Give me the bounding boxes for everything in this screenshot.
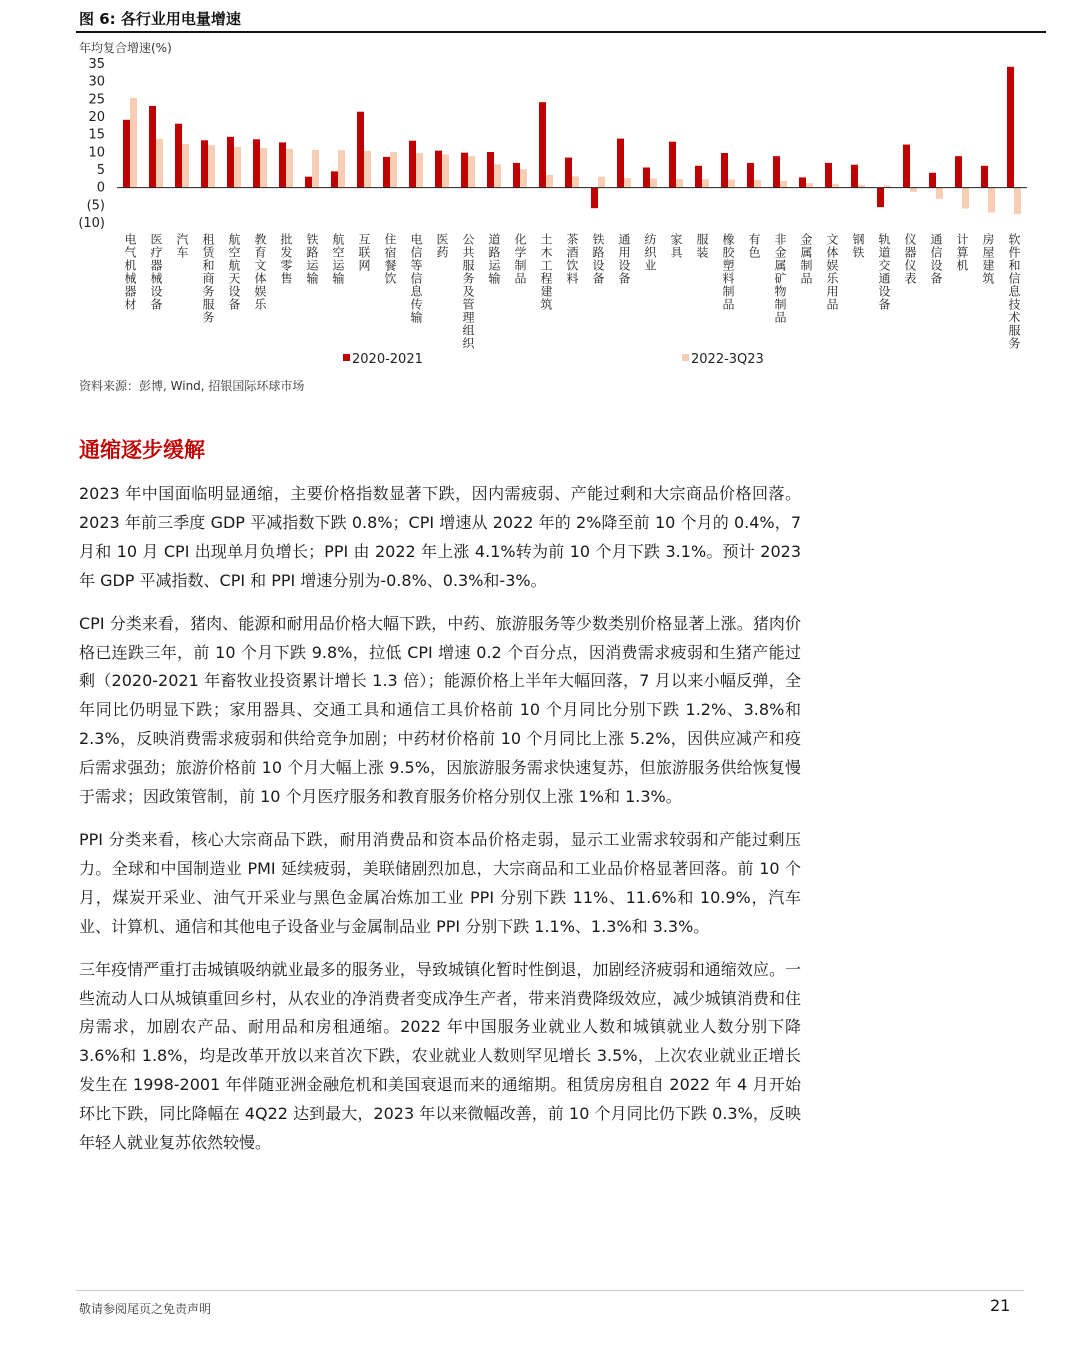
bar-2022-3q23: [702, 179, 709, 188]
section-heading: 通缩逐步缓解: [79, 437, 205, 462]
bar-2022-3q23: [416, 153, 423, 188]
x-category-label: 茶酒饮料: [565, 233, 579, 285]
body-text: [79, 480, 801, 1172]
bar-2020-2021: [981, 166, 988, 188]
bar-2022-3q23: [1014, 188, 1021, 215]
bar-2022-3q23: [546, 175, 553, 188]
bar-2020-2021: [175, 124, 182, 188]
bar-2020-2021: [305, 177, 312, 188]
bar-2022-3q23: [390, 152, 397, 188]
bar-2020-2021: [851, 165, 858, 188]
bar-2020-2021: [1007, 67, 1014, 188]
bar-2022-3q23: [156, 139, 163, 188]
figure-title: 图 6: 各行业用电量增速: [79, 10, 241, 28]
x-category-label: 通用设备: [617, 233, 631, 285]
x-category-label: 批发零售: [279, 233, 293, 285]
legend-label: 2022-3Q23: [691, 352, 764, 367]
industry-electricity-growth-chart: [0, 36, 1080, 376]
bar-2022-3q23: [494, 164, 501, 187]
bar-2020-2021: [383, 157, 390, 188]
y-tick-label: 15: [88, 127, 105, 143]
bar-2020-2021: [929, 173, 936, 188]
page-number: 21: [990, 1296, 1011, 1315]
bar-2020-2021: [747, 163, 754, 188]
x-category-label: 航空运输: [331, 233, 345, 285]
bar-2022-3q23: [754, 180, 761, 188]
footer-disclaimer-note: 敬请参阅尾页之免责声明: [79, 1302, 212, 1316]
x-category-label: 轨道交通设备: [877, 233, 891, 311]
bar-2020-2021: [695, 166, 702, 188]
x-category-label: 汽车: [175, 233, 189, 259]
bar-2020-2021: [201, 140, 208, 187]
x-category-label: 道路运输: [487, 233, 501, 285]
y-tick-label: 10: [88, 145, 105, 161]
bar-2022-3q23: [182, 144, 189, 188]
x-category-label: 有色: [747, 233, 761, 259]
bar-2022-3q23: [260, 148, 267, 188]
bar-2022-3q23: [780, 181, 787, 188]
x-category-label: 非金属矿物制品: [773, 233, 787, 324]
bar-2022-3q23: [208, 145, 215, 187]
x-category-label: 金属制品: [799, 233, 813, 285]
x-category-label: 互联网: [357, 233, 371, 272]
bar-2020-2021: [279, 142, 286, 187]
bar-2022-3q23: [572, 176, 579, 187]
x-category-label: 仪器仪表: [903, 233, 917, 285]
paragraph-ppi-breakdown: PPI 分类来看，核心大宗商品下跌，耐用消费品和资本品价格走弱，显示工业需求较弱和产能过剩压力。全球和中国制造业 PMI 延续疲弱，美联储剧烈加息，大宗商品和工业品价格显著回落。前 10 个月，煤炭开采业、油气开采业与黑色金属冶炼加工业 PPI 分别下跌 11%、11.6%和 10.9%，汽车业、计算机、通信和其他电子设备业与金属制品业 PPI 分别下跌 1.1%、1.3%和 3.3%。: [79, 829, 801, 936]
bar-2020-2021: [487, 152, 494, 188]
footer-rule: [76, 1290, 1024, 1291]
x-category-label: 铁路运输: [305, 233, 319, 285]
bar-2020-2021: [513, 163, 520, 188]
bar-2020-2021: [565, 158, 572, 188]
bar-2020-2021: [253, 139, 260, 187]
x-category-label: 铁路设备: [591, 233, 605, 285]
bar-2020-2021: [149, 106, 156, 188]
bar-2022-3q23: [962, 188, 969, 209]
x-category-label: 航空航天设备: [227, 233, 241, 311]
legend-label: 2020-2021: [352, 352, 423, 367]
x-category-label: 化学制品: [513, 233, 527, 285]
bar-2022-3q23: [442, 155, 449, 188]
bar-2022-3q23: [234, 147, 241, 188]
bar-2022-3q23: [728, 180, 735, 188]
y-tick-label: (5): [86, 198, 105, 214]
bar-2020-2021: [435, 151, 442, 188]
bar-2020-2021: [617, 139, 624, 188]
x-category-label: 计算机: [955, 233, 969, 272]
bar-2020-2021: [773, 156, 780, 187]
bar-2020-2021: [955, 156, 962, 187]
bar-2022-3q23: [910, 188, 917, 192]
x-category-label: 电气机械器材: [123, 233, 137, 311]
bar-2022-3q23: [832, 184, 839, 188]
bar-2020-2021: [461, 153, 468, 188]
x-category-label: 教育文体娱乐: [253, 233, 267, 311]
bar-2020-2021: [409, 141, 416, 188]
y-tick-label: 0: [96, 180, 105, 196]
x-category-label: 房屋建筑: [981, 233, 995, 285]
paragraph-deflation-overview: 2023 年中国面临明显通缩，主要价格指数显著下跌，因内需疲弱、产能过剩和大宗商品价格回落。2023 年前三季度 GDP 平减指数下跌 0.8%；CPI 增速从 2022 年的 2%降至前 10 个月的 0.4%，7 月和 10 月 CPI 出现单月负增长；PPI 由 2022 年上涨 4.1%转为前 10 个月下跌 3.1%。预计 2023 年 GDP 平减指数、CPI 和 PPI 增速分别为-0.8%、0.3%和-3%。: [79, 484, 801, 590]
x-category-label: 服装: [695, 233, 709, 259]
x-category-label: 橡胶塑料制品: [721, 233, 735, 311]
bar-2022-3q23: [650, 179, 657, 188]
x-category-label: 公共服务及管理组织: [461, 233, 475, 350]
x-category-label: 通信设备: [929, 233, 943, 285]
bar-2022-3q23: [286, 149, 293, 188]
figure-title-rule: [76, 31, 1046, 33]
bar-2020-2021: [721, 153, 728, 188]
x-category-label: 文体娱乐用品: [825, 233, 839, 311]
x-category-label: 软件和信息技术服务: [1007, 233, 1021, 350]
x-category-label: 土木工程建筑: [539, 233, 553, 311]
legend-swatch: [343, 354, 350, 361]
bar-2022-3q23: [312, 150, 319, 188]
x-category-label: 住宿餐饮: [383, 233, 397, 285]
bar-2020-2021: [357, 112, 364, 188]
x-category-label: 医药: [435, 233, 449, 259]
bar-2022-3q23: [468, 156, 475, 187]
bar-2022-3q23: [624, 178, 631, 188]
bar-2022-3q23: [520, 169, 527, 187]
x-category-label: 纺织业: [643, 233, 657, 272]
bar-2022-3q23: [130, 98, 137, 188]
y-tick-label: 35: [88, 57, 105, 72]
y-tick-label: (10): [78, 216, 105, 231]
bar-2022-3q23: [988, 188, 995, 213]
bar-2020-2021: [123, 120, 130, 188]
x-category-label: 租赁和商务服务: [201, 233, 215, 324]
bar-2022-3q23: [806, 183, 813, 188]
bar-2020-2021: [227, 137, 234, 188]
y-axis-label: 年均复合增速(%): [79, 41, 172, 55]
y-tick-label: 20: [88, 110, 105, 125]
bar-2022-3q23: [598, 177, 605, 188]
x-category-label: 医疗器械设备: [149, 233, 163, 311]
bar-2022-3q23: [338, 150, 345, 188]
bar-2020-2021: [825, 163, 832, 188]
bar-2022-3q23: [364, 151, 371, 188]
legend-swatch: [682, 354, 689, 361]
bar-2020-2021: [877, 188, 884, 207]
y-tick-label: 30: [88, 74, 105, 90]
x-category-label: 家具: [669, 233, 683, 259]
paragraph-employment-urbanization: 三年疫情严重打击城镇吸纳就业最多的服务业，导致城镇化暂时性倒退，加剧经济疲弱和通缩效应。一些流动人口从城镇重回乡村，从农业的净消费者变成净生产者，带来消费降级效应，减少城镇消费和住房需求，加剧农产品、耐用品和房租通缩。2022 年中国服务业就业人数和城镇就业人数分别下降 3.6%和 1.8%，均是改革开放以来首次下跌，农业就业人数则罕见增长 3.5%，上次农业就业正增长发生在 1998-2001 年伴随亚洲金融危机和美国衰退而来的通缩期。租赁房房租自 2022 年 4 月开始环比下跌，同比降幅在 4Q22 达到最大，2023 年以来微幅改善，前 10 个月同比仍下跌 0.3%，反映年轻人就业复苏依然较慢。: [79, 959, 801, 1153]
bar-2022-3q23: [936, 188, 943, 199]
bar-2020-2021: [903, 145, 910, 188]
bar-2020-2021: [331, 171, 338, 187]
bar-2020-2021: [591, 188, 598, 209]
x-category-label: 电信等信息传输: [409, 233, 423, 324]
y-tick-label: 25: [88, 92, 105, 108]
figure-source: 资料来源：彭博, Wind, 招银国际环球市场: [79, 379, 305, 393]
bar-2022-3q23: [676, 179, 683, 188]
bar-2020-2021: [799, 177, 806, 187]
y-tick-label: 5: [96, 163, 105, 178]
bar-2020-2021: [643, 168, 650, 188]
x-category-label: 钢铁: [851, 233, 865, 259]
paragraph-cpi-breakdown: CPI 分类来看，猪肉、能源和耐用品价格大幅下跌，中药、旅游服务等少数类别价格显著上涨。猪肉价格已连跌三年，前 10 个月下跌 9.8%，拉低 CPI 增速 0.2 个百分点，因消费需求疲弱和生猪产能过剩（2020-2021 年畜牧业投资累计增长 1.3 倍）；能源价格上半年大幅回落，7 月以来小幅反弹，全年同比仍明显下跌；家用器具、交通工具和通信工具价格前 10 个月同比分别下跌 1.2%、3.8%和 2.3%，反映消费需求疲弱和供给竞争加剧；中药材价格前 10 个月同比上涨 5.2%，因供应减产和疫后需求强劲；旅游价格前 10 个月大幅上涨 9.5%，因旅游服务需求快速复苏，但旅游服务供给恢复慢于需求；因政策管制，前 10 个月医疗服务和教育服务价格分别仅上涨 1%和 1.3%。: [79, 613, 801, 807]
bar-2020-2021: [539, 102, 546, 188]
bar-2020-2021: [669, 142, 676, 188]
